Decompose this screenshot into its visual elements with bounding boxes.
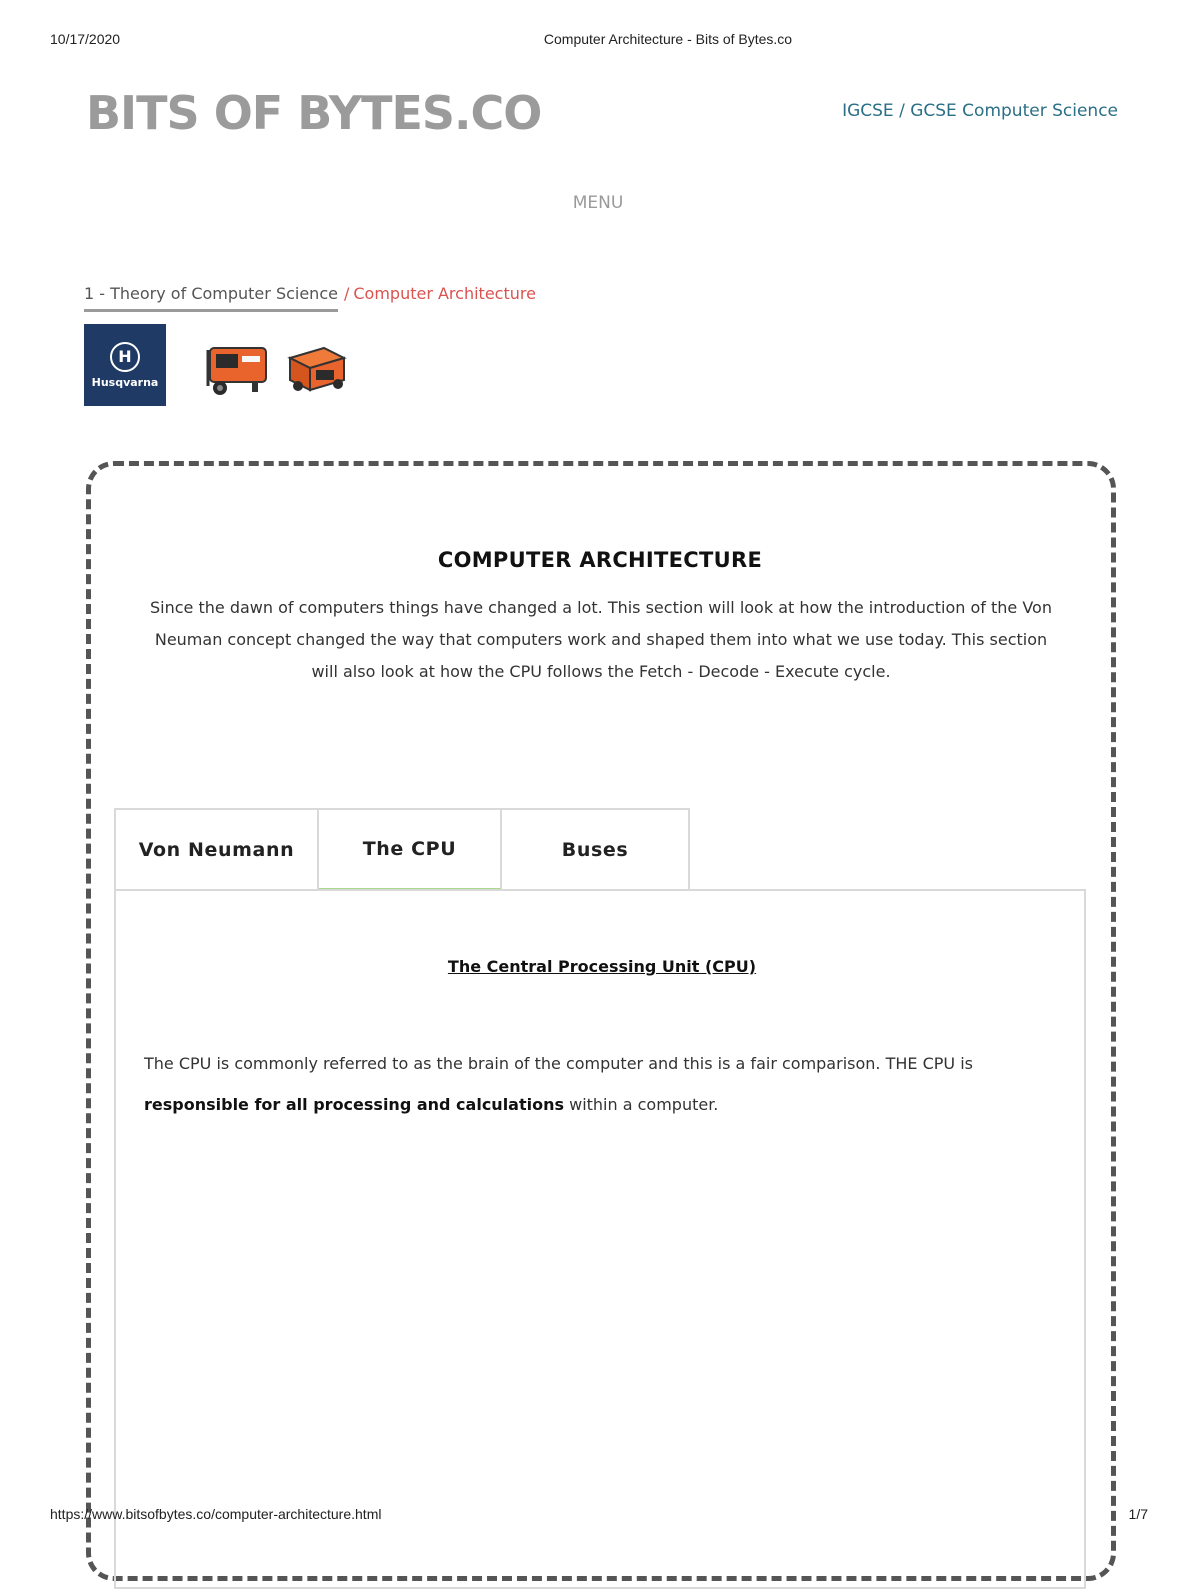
ad-brand-name: Husqvarna [91, 376, 159, 389]
breadcrumb-current: Computer Architecture [353, 284, 536, 303]
menu-button[interactable]: MENU [572, 193, 624, 213]
generator-frame-product-image[interactable] [284, 340, 348, 398]
site-tagline-link[interactable]: IGCSE / GCSE Computer Science [842, 101, 1118, 121]
tab-bar [114, 808, 690, 890]
print-url: https://www.bitsofbytes.co/computer-architecture.html [50, 1506, 382, 1522]
print-page-title: Computer Architecture - Bits of Bytes.co [543, 31, 793, 47]
panel-text-before: The CPU is commonly referred to as the brain of the computer and this is a fair comparison. THE CPU is [144, 1054, 973, 1073]
site-logo[interactable]: BITS OF BYTES.CO [86, 86, 542, 140]
tab-von-neumann[interactable]: Von Neumann [116, 810, 319, 890]
panel-text-emphasis: responsible for all processing and calculations [144, 1095, 565, 1114]
print-page-number: 1/7 [1128, 1506, 1148, 1522]
tab-buses[interactable]: Buses [561, 839, 629, 861]
panel-heading: The Central Processing Unit (CPU) [447, 957, 757, 976]
brand-logo-icon: H [110, 342, 140, 372]
tab-the-cpu[interactable]: The CPU [319, 810, 502, 890]
section-title: COMPUTER ARCHITECTURE [437, 548, 763, 572]
breadcrumb-parent-link[interactable]: 1 - Theory of Computer Science [84, 284, 338, 312]
breadcrumb [84, 284, 536, 312]
generator-product-image[interactable] [206, 340, 270, 398]
print-date: 10/17/2020 [50, 31, 121, 47]
breadcrumb-separator: / [343, 284, 350, 303]
panel-paragraph [144, 1043, 1059, 1125]
section-intro: Since the dawn of computers things have changed a lot. This section will look at how the introduction of the Von Neuman concept changed the way that computers work and shaped them into what we use today. This section will also look at how the CPU follows the Fetch - Decode - Execute cycle. [150, 598, 1052, 681]
panel-text-after: within a computer. [564, 1095, 719, 1114]
tab-panel-the-cpu [114, 889, 1086, 1589]
ad-brand-logo[interactable] [84, 324, 166, 406]
